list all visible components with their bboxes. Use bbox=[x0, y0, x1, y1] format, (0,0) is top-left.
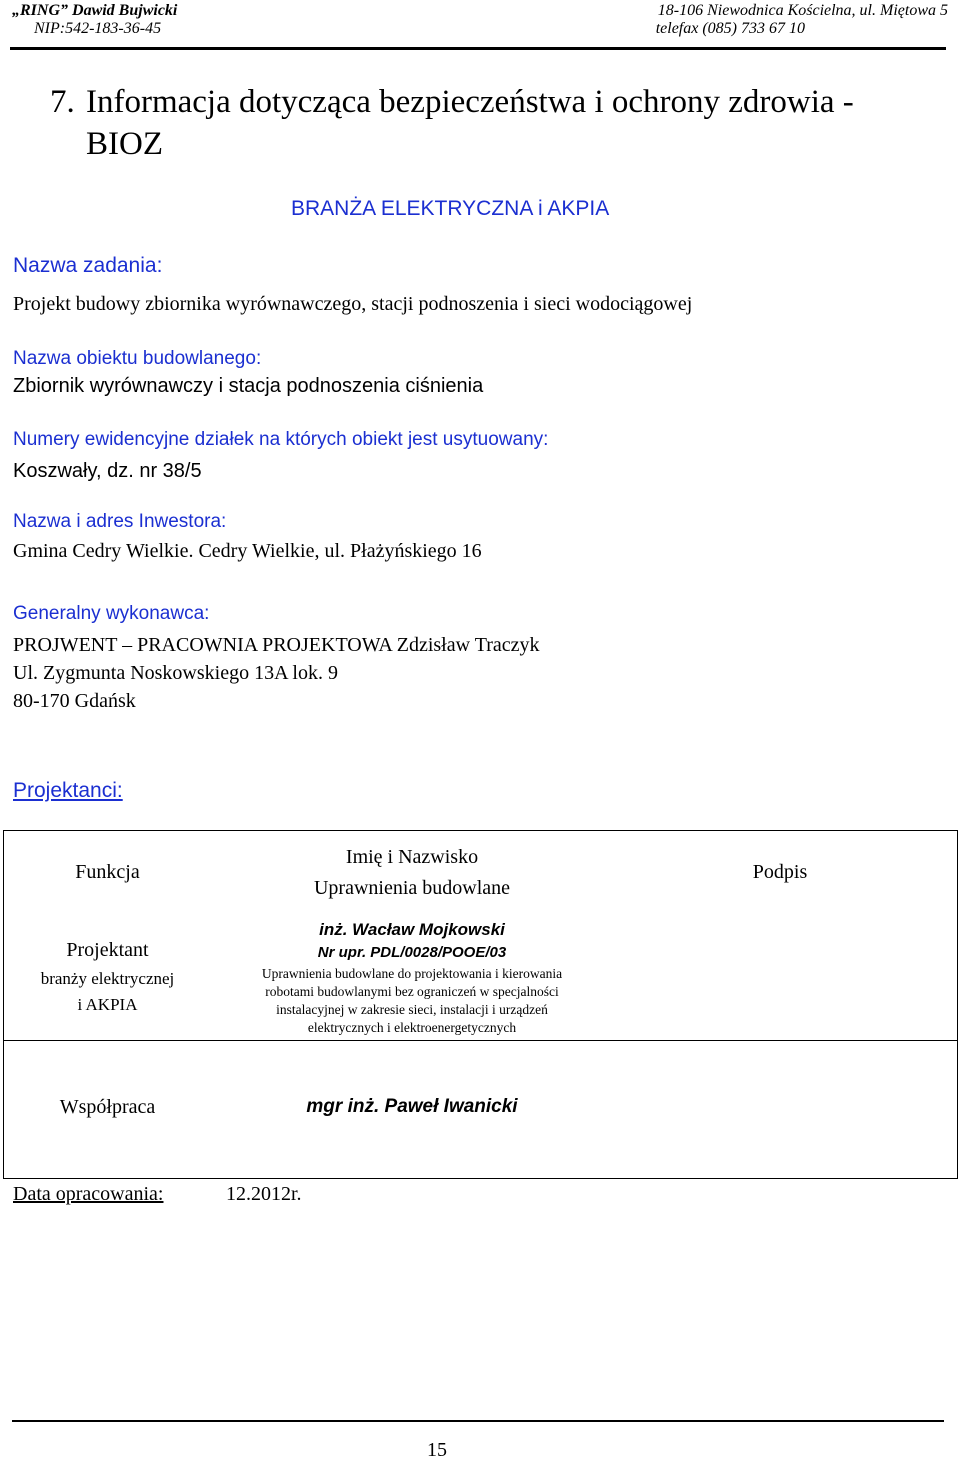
contractor-label: Generalny wykonawca: bbox=[13, 603, 210, 624]
row1-desc-line1: Uprawnienia budowlane do projektowania i kierowania bbox=[261, 966, 563, 981]
branch-title: BRANŻA ELEKTRYCZNA i AKPIA bbox=[291, 197, 610, 220]
investor-value: Gmina Cedry Wielkie. Cedry Wielkie, ul. Płażyńskiego 16 bbox=[13, 540, 482, 562]
row1-desc-line4: elektrycznych i elektroenergetycznych bbox=[307, 1020, 517, 1035]
row1-function-line3: i AKPIA bbox=[77, 995, 138, 1014]
plots-label: Numery ewidencyjne działek na których obiekt jest usytuowany: bbox=[13, 429, 549, 450]
contractor-line2: Ul. Zygmunta Noskowskiego 13A lok. 9 bbox=[13, 662, 338, 684]
row1-function-line2: branży elektrycznej bbox=[40, 969, 175, 988]
row1-license bbox=[222, 944, 602, 961]
designers-label: Projektanci: bbox=[13, 779, 123, 802]
row1-desc-line3: instalacyjnej w zakresie sieci, instalacji i urządzeń bbox=[276, 1002, 548, 1017]
row2-name: mgr inż. Paweł Iwanicki bbox=[306, 1096, 518, 1117]
object-value: Zbiornik wyrównawczy i stacja podnoszenia ciśnienia bbox=[13, 375, 484, 397]
row1-license-prefix: Nr upr. bbox=[317, 944, 371, 961]
date-label: Data opracowania: bbox=[13, 1183, 164, 1205]
section-title-line2: BIOZ bbox=[86, 126, 163, 162]
object-label: Nazwa obiektu budowlanego: bbox=[13, 348, 262, 369]
row1-license-number: PDL/0028/POOE/03 bbox=[370, 944, 507, 961]
footer-divider bbox=[12, 1420, 944, 1422]
row2-function: Współpraca bbox=[59, 1096, 156, 1118]
contractor-line3: 80-170 Gdańsk bbox=[13, 690, 136, 712]
plots-value: Koszwały, dz. nr 38/5 bbox=[13, 460, 202, 482]
contractor-line1: PROJWENT – PRACOWNIA PROJEKTOWA Zdzisław Traczyk bbox=[13, 634, 540, 656]
task-value: Projekt budowy zbiornika wyrównawczego, stacji podnoszenia i sieci wodociągowej bbox=[13, 293, 693, 315]
section-title-line1: Informacja dotycząca bezpieczeństwa i ochrony zdrowia - bbox=[86, 84, 854, 120]
row1-desc-line2: robotami budowlanymi bez ograniczeń w specjalności bbox=[265, 984, 559, 999]
header-address: 18-106 Niewodnica Kościelna, ul. Miętowa 5 bbox=[657, 2, 948, 19]
header-name-line2: Uprawnienia budowlane bbox=[313, 877, 511, 899]
section-number: 7. bbox=[50, 84, 75, 120]
header-divider bbox=[10, 47, 946, 50]
header-nip: NIP:542-183-36-45 bbox=[34, 20, 162, 37]
header-company: „RING” Dawid Bujwicki bbox=[12, 2, 178, 19]
date-value: 12.2012r. bbox=[226, 1183, 302, 1205]
header-phone: telefax (085) 733 67 10 bbox=[655, 20, 805, 37]
investor-label: Nazwa i adres Inwestora: bbox=[13, 511, 227, 532]
row1-name: inż. Wacław Mojkowski bbox=[319, 920, 505, 939]
header-signature: Podpis bbox=[752, 861, 808, 883]
header-name-line1: Imię i Nazwisko bbox=[345, 846, 479, 868]
page-number: 15 bbox=[427, 1439, 447, 1461]
row1-function-line1: Projektant bbox=[66, 939, 149, 961]
task-label: Nazwa zadania: bbox=[13, 254, 163, 277]
header-function: Funkcja bbox=[75, 861, 140, 883]
